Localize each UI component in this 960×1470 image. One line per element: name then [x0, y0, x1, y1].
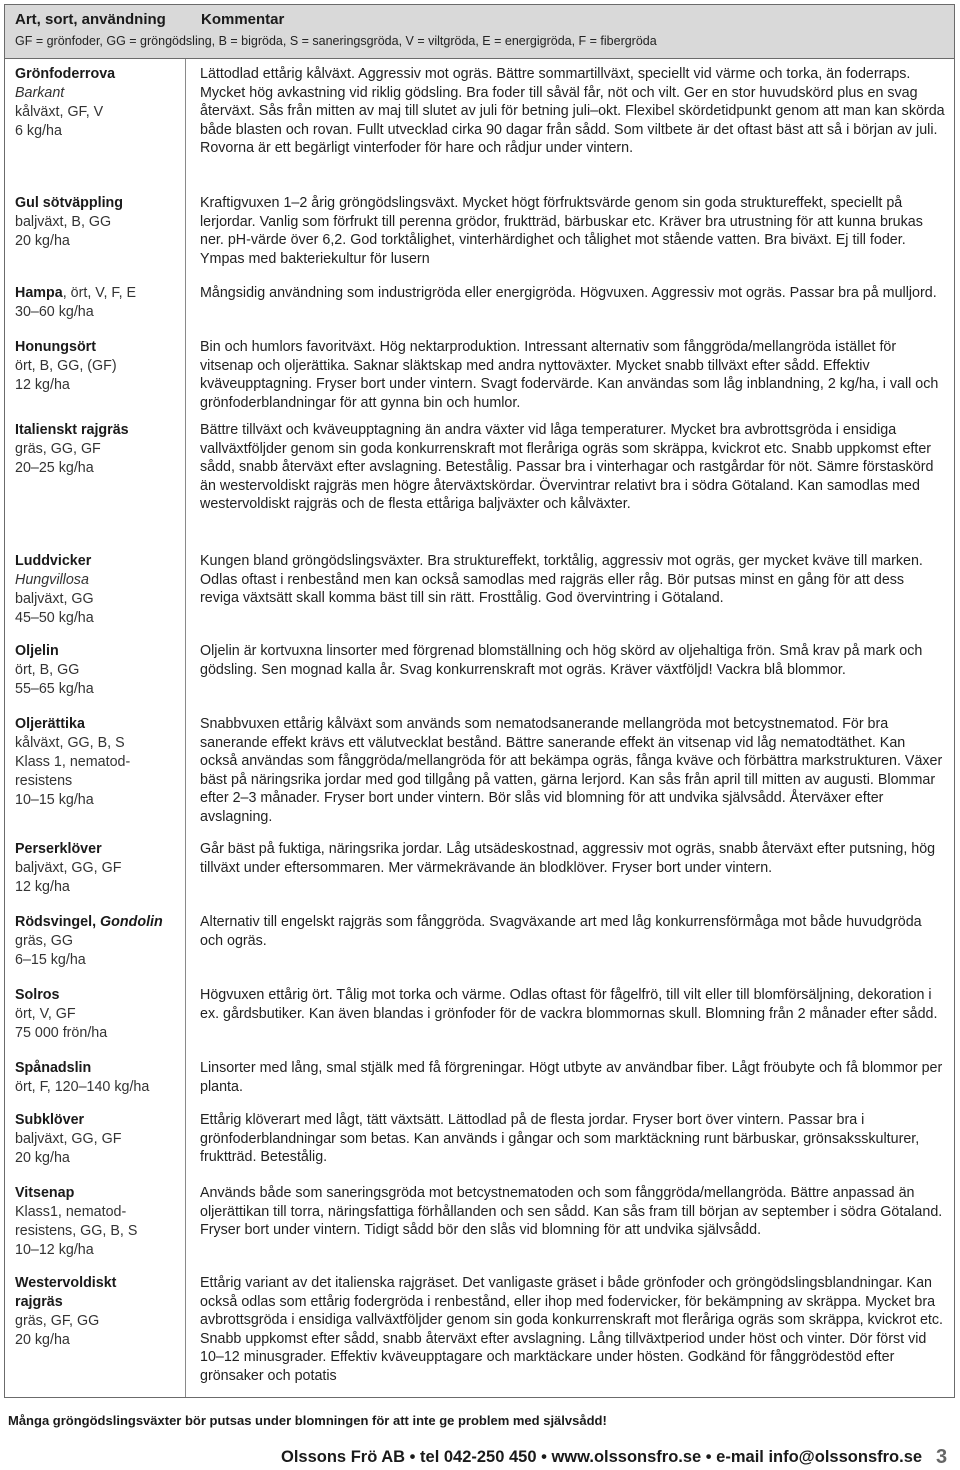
table-row: [5, 709, 954, 834]
crop-name: Luddvicker: [15, 553, 92, 569]
crop-name: Rödsvingel: [15, 914, 93, 930]
header-art: Art, sort, användning: [15, 11, 166, 28]
crop-name-line: [15, 421, 179, 440]
crop-detail: gräs, GG, GF: [15, 441, 101, 457]
crop-detail: baljväxt, GG, GF: [15, 860, 122, 876]
crop-name-line: [15, 913, 179, 932]
crop-cell: [5, 834, 186, 907]
crop-comment: Bättre tillväxt och kväveupptagning än andra växter vid låga temperaturer. Mycket bra avbrottsgröda i ensidiga vallväxtföljder genom sin goda konkurrenskraft mot fleråriga ogräs som skräppa, kvickrot etc. Snabb uppkomst efter sådd, snabb återväxt efter avslagning. Betestålig. Passar bra i vinterhagar och rastgårdar för nöt. Sämre förstaskörd än westervoldiskt rajgräs men högre återväxtskördar. Övervintrar relativt bra i södra Götaland. Kan samodlas med westervoldiskt rajgräs och de flesta ettåriga baljväxter och kålväxter.: [200, 422, 934, 512]
table-header: [4, 4, 955, 58]
crop-detail: 12 kg/ha: [15, 879, 70, 895]
crop-cell: [5, 907, 186, 980]
crop-comment: Lättodlad ettårig kålväxt. Aggressiv mot ogräs. Bättre sommartillväxt, speciellt vid värme och torka, än foderraps. Mycket hög avkastning vid riklig gödsling. Bra foder till såväl får, nöt och vilt. Ger en stor huvudskörd plus en svag återväxt. Sås från mitten av maj till slutet av juli för betning juli–okt. Flexibel skördetidpunkt genom att man kan skörda både blasten och rovan. Fullt utvecklad cirka 90 dagar från sådd. Som viltbete är det oftast bäst att så i början av juli. Rovorna är ett begärligt vinterfoder för hare och rådjur under vintern.: [200, 66, 945, 156]
table-row: [5, 1053, 954, 1105]
crop-name-line: [15, 840, 179, 859]
crop-name-line: [15, 1059, 179, 1078]
crop-comment: Ettårig klöverart med lågt, tätt växtsätt. Lättodlad på de flesta jordar. Fryser bort över vintern. Passar bra i grönfoderblandningar som betas. Kan används i gångar och som marktäckning runt bärbuskar, grönsaksskulturer, fruktträd. Betestålig.: [200, 1112, 920, 1165]
crop-cell: [5, 980, 186, 1053]
crop-name: Vitsenap: [15, 1185, 75, 1201]
crop-detail: kålväxt, GG, B, S: [15, 735, 125, 751]
crop-detail: kålväxt, GF, V: [15, 104, 104, 120]
table-row: [5, 332, 954, 415]
crop-detail: baljväxt, GG, GF: [15, 1131, 122, 1147]
crop-comment: Ettårig variant av det italienska rajgräset. Det vanligaste gräset i både grönfoder och gröngödslingsblandningar. Kan också odlas som ettårig fodergröda i renbestånd, eller ihop med fodervicker, för bekämpning av skräppa. Mycket bra avbrottsgröda i ensidiga vallväxtföljder genom sin goda konkurrenskraft mot fleråriga ogräs som skräppa, kvickrot etc. Snabb uppkomst efter sådd, snabb återväxt efter avslagning. Lång tillväxtperiod under höst och vinter. Dör först vid 10–12 minusgrader. Effektiv kväveupptagare och marktäckare under hösten. Godkänd för fånggrödestöd efter grönsaker och potatis: [200, 1275, 943, 1384]
crop-cell: [5, 1053, 186, 1105]
crop-name-line: [15, 642, 179, 661]
crop-detail: Klass1, nematod-: [15, 1204, 127, 1220]
crop-detail: resistens, GG, B, S: [15, 1223, 138, 1239]
crop-cell: [5, 278, 186, 332]
crop-detail: ört, B, GG: [15, 662, 80, 678]
crop-name-line: [15, 338, 179, 357]
crop-detail: ört, F, 120–140 kg/ha: [15, 1079, 150, 1095]
crop-cell: [5, 332, 186, 415]
crop-comment: Används både som saneringsgröda mot betcystnematoden och som fånggröda/mellangröda. Bättre anpassad än oljerättikan till torra, näringsfattiga förhållanden och sen sådd. Kan sås fram till början av september i södra Götaland. Fryser bort under vintern. Tidigt sådd bör den slås vid blomning för att undvika självsådd.: [200, 1185, 943, 1238]
crop-detail: 10–12 kg/ha: [15, 1242, 94, 1258]
crop-name-line: [15, 284, 179, 303]
crop-name-line: [15, 715, 179, 734]
cultivar-name: Gondolin: [100, 914, 163, 930]
crop-name: Westervoldiskt: [15, 1275, 117, 1291]
crop-detail: ört, B, GG, (GF): [15, 358, 117, 374]
crop-cell: [5, 1268, 186, 1397]
crop-cell: [5, 59, 186, 188]
crop-detail: Klass 1, nematod-: [15, 754, 131, 770]
document-page: [4, 4, 955, 1398]
footer-note: Många gröngödslingsväxter bör putsas under blomningen för att inte ge problem med självsådd!: [8, 1413, 607, 1428]
crop-detail: 20–25 kg/ha: [15, 460, 94, 476]
crop-detail: 12 kg/ha: [15, 377, 70, 393]
crop-name: Spånadslin: [15, 1060, 92, 1076]
crop-detail: 45–50 kg/ha: [15, 610, 94, 626]
crop-name: Gul sötväppling: [15, 195, 124, 211]
crop-name: Perserklöver: [15, 841, 102, 857]
crop-detail: 6 kg/ha: [15, 123, 62, 139]
crop-table: [4, 58, 955, 1398]
crop-name-line: [15, 65, 179, 84]
crop-cell: [5, 1178, 186, 1268]
crop-detail: 20 kg/ha: [15, 1332, 70, 1348]
crop-comment: Går bäst på fuktiga, näringsrika jordar. Låg utsädeskostnad, aggressiv mot ogräs, snabb återväxt efter putsning, hög tillväxt under eftersommaren. Mer värmekrävande än blodklöver. Fryser bort under vintern.: [200, 841, 936, 876]
header-kommentar: Kommentar: [201, 11, 285, 28]
table-row: [5, 1105, 954, 1178]
crop-name: Subklöver: [15, 1112, 85, 1128]
crop-name-line: [15, 1184, 179, 1203]
crop-detail: gräs, GG: [15, 933, 73, 949]
crop-cell: [5, 1105, 186, 1178]
crop-name-continued: rajgräs: [15, 1294, 63, 1310]
crop-comment: Snabbvuxen ettårig kålväxt som används som nematodsanerande mellangröda mot betcystnematod. För bra sanerande effekt krävs ett välutvecklat bestånd. Bättre sanerande effekt än vitsenap vid låg nematodtäthet. Kan också användas som fånggröda/mellangröda för att bekämpa ogräs, fånga kväve och förbättra markstrukturen. Växer bäst på näringsrika jordar med god tillgång på vatten, gärna lerjord. Kan sås från april till mitten av augusti. Blommar efter 2–3 månader. Fryser bort under vintern. Bör slås vid blomning för att undvika självsådd. Återväxer efter avslagning.: [200, 716, 943, 825]
crop-detail: gräs, GF, GG: [15, 1313, 100, 1329]
crop-cell: [5, 546, 186, 636]
crop-detail: 75 000 frön/ha: [15, 1025, 108, 1041]
table-row: [5, 546, 954, 636]
crop-comment: Oljelin är kortvuxna linsorter med förgrenad blomställning och hög skörd av oljehaltiga frön. Små krav på mark och gödsling. Sen mognad kalla år. Svag konkurrenskraft mot ogräs. Kräver växtföljd! Vackra blå blommor.: [200, 643, 923, 678]
crop-name-line: [15, 194, 179, 213]
cultivar-name: Barkant: [15, 85, 65, 101]
crop-name-line: [15, 986, 179, 1005]
crop-name: Hampa: [15, 285, 63, 301]
crop-name: Italienskt rajgräs: [15, 422, 129, 438]
crop-comment: Linsorter med lång, smal stjälk med få förgreningar. Högt utbyte av användbar fiber. Lågt fröubyte och få blommor per planta.: [200, 1060, 943, 1095]
crop-comment: Bin och humlors favoritväxt. Hög nektarproduktion. Intressant alternativ som fånggröda/mellangröda istället för vitsenap och oljerättika. Saknar släktskap med andra nyttoväxter. Mycket snabb tillväxt efter sådd. Effektiv kväveupptagning. Fryser bort under vintern. Svagt fodervärde. Kan användas som låg inblandning, 2 kg/ha, i vall och grönfoderblandningar för att gynna bin och humlor.: [200, 339, 939, 411]
table-row: [5, 1268, 954, 1397]
crop-detail: 10–15 kg/ha: [15, 792, 94, 808]
table-row: [5, 278, 954, 332]
crop-name: Oljelin: [15, 643, 59, 659]
table-row: [5, 59, 954, 188]
crop-detail: 20 kg/ha: [15, 1150, 70, 1166]
abbreviation-legend: GF = grönfoder, GG = gröngödsling, B = bigröda, S = saneringsgröda, V = viltgröda, E = energigröda, F = fibergröda: [15, 34, 657, 48]
crop-cell: [5, 709, 186, 834]
table-row: [5, 188, 954, 278]
crop-name-line: [15, 1111, 179, 1130]
crop-comment: Kraftigvuxen 1–2 årig gröngödslingsväxt. Mycket högt förfruktsvärde genom sin goda struktureffekt, speciellt på lerjordar. Vanlig som förfrukt till perenna grödor, fruktträd, bärbuskar etc. Kräver bra utrustning för att kunna brukas ner. pH-värde över 6,2. God torktålighet, vinterhärdighet och tålighet mot stående vatten. Bra biväxt. Ej till foder. Ympas med bakteriekultur för lusern: [200, 195, 923, 267]
crop-cell: [5, 188, 186, 278]
crop-type-inline: , ört, V, F, E: [62, 285, 137, 301]
separator: ,: [92, 914, 101, 930]
crop-detail: 30–60 kg/ha: [15, 304, 94, 320]
table-row: [5, 834, 954, 907]
crop-detail: 6–15 kg/ha: [15, 952, 86, 968]
crop-comment: Mångsidig användning som industrigröda eller energigröda. Högvuxen. Aggressiv mot ogräs. Passar bra på mulljord.: [200, 285, 937, 301]
table-row: [5, 636, 954, 709]
table-row: [5, 1178, 954, 1268]
crop-detail: 20 kg/ha: [15, 233, 70, 249]
cultivar-name: Hungvillosa: [15, 572, 89, 588]
crop-comment: Alternativ till engelskt rajgräs som fånggröda. Svagväxande art med låg konkurrensförmåga mot både huvudgröda och ogräs.: [200, 914, 922, 949]
crop-detail: baljväxt, GG: [15, 591, 94, 607]
crop-cell: [5, 415, 186, 546]
crop-detail: baljväxt, B, GG: [15, 214, 112, 230]
crop-name: Solros: [15, 987, 60, 1003]
crop-name: Oljerättika: [15, 716, 85, 732]
crop-name-line: [15, 552, 179, 571]
page-number: 3: [936, 1446, 948, 1468]
crop-cell: [5, 636, 186, 709]
crop-name-line: [15, 1274, 179, 1293]
table-row: [5, 415, 954, 546]
crop-detail: ört, V, GF: [15, 1006, 76, 1022]
crop-comment: Kungen bland gröngödslingsväxter. Bra struktureffekt, torktålig, aggressiv mot ogräs, ger mycket kväve till marken. Odlas oftast i renbestånd men kan också samodlas med rajgräs eller råg. Bör putsas minst en gång för att dess reviga växtsätt skall komma bäst till sin rätt. Frosttålig. God övervintring i Götaland.: [200, 553, 923, 606]
table-row: [5, 907, 954, 980]
crop-detail: resistens: [15, 773, 73, 789]
footer-contact: Olssons Frö AB • tel 042-250 450 • www.olssonsfro.se • e-mail info@olssonsfro.se: [281, 1448, 923, 1466]
table-row: [5, 980, 954, 1053]
crop-name: Grönfoderrova: [15, 66, 116, 82]
crop-comment: Högvuxen ettårig ört. Tålig mot torka och värme. Odlas oftast för fågelfrö, till vilt eller till blomförsäljning, dekoration i ex. gårdsbutiker. Kan även blandas i grönfoder för de vackra blommornas skull. Blomning från 2 månader efter sådd.: [200, 987, 938, 1022]
crop-detail: 55–65 kg/ha: [15, 681, 94, 697]
crop-name: Honungsört: [15, 339, 96, 355]
